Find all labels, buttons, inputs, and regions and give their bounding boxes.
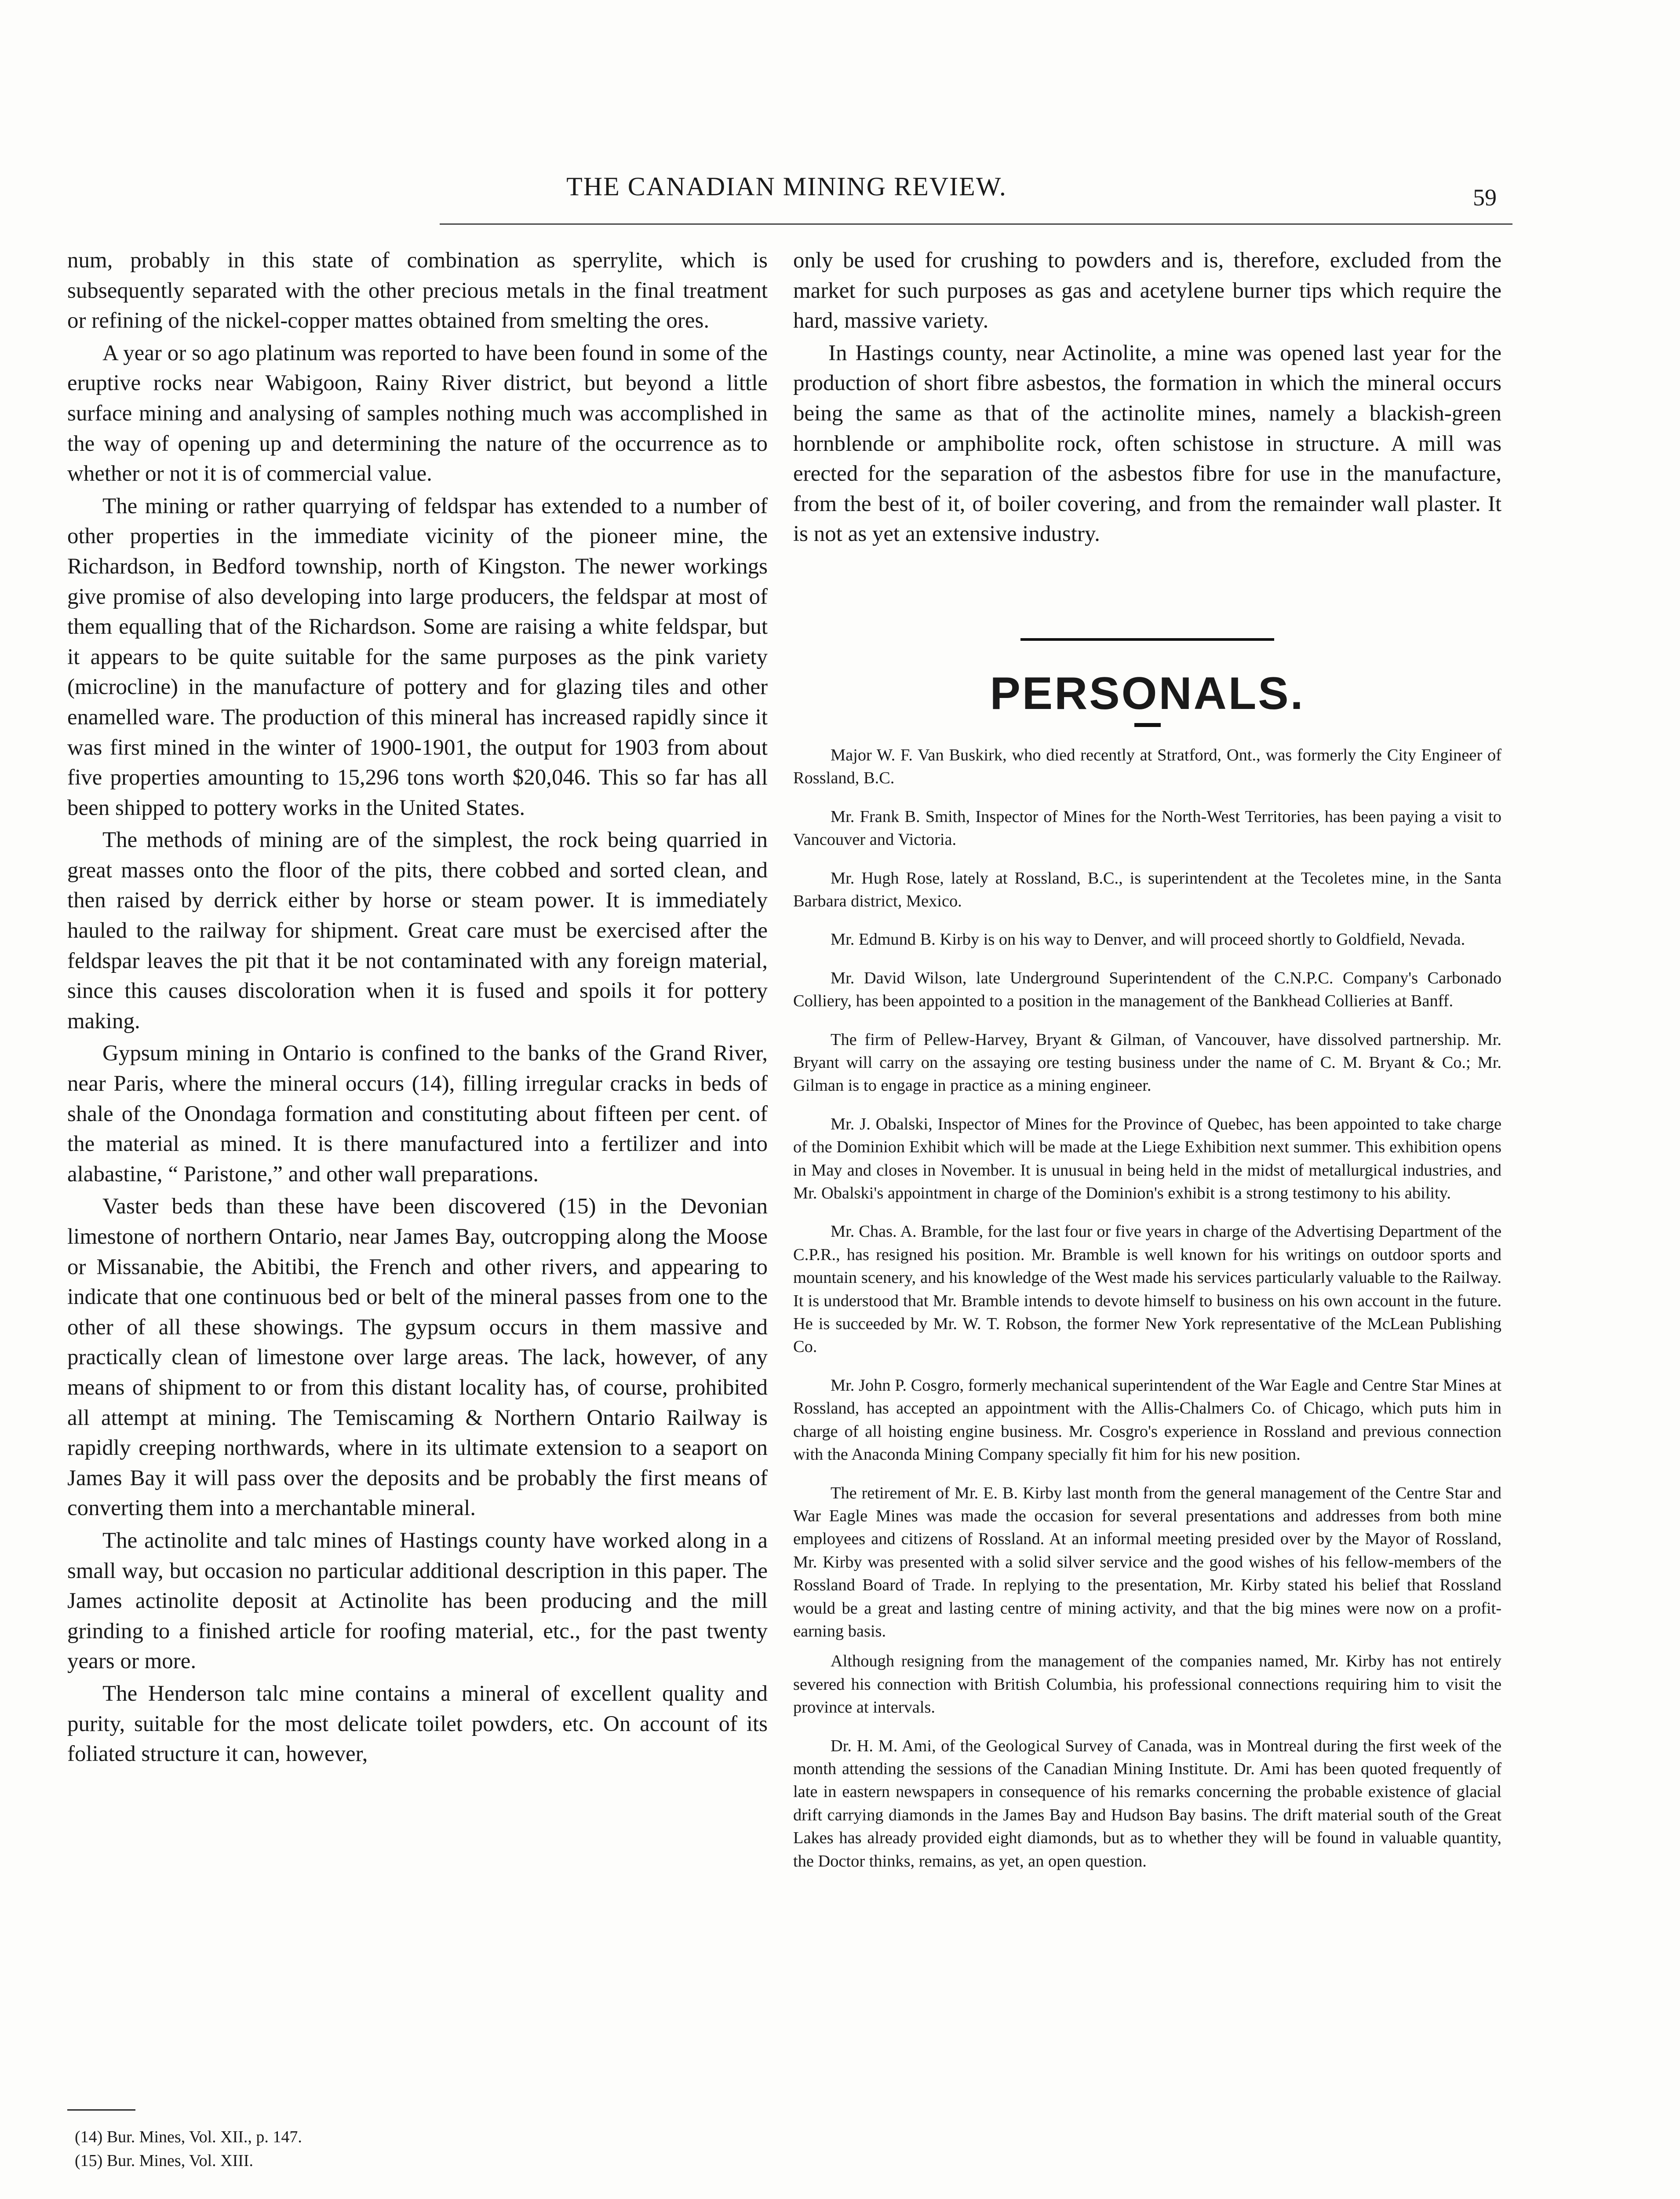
personals-list [793,744,1501,1873]
heading-dash [1134,723,1161,727]
body-paragraph: In Hastings county, near Actinolite, a mine was opened last year for the production of short fibre asbestos, the formation in which the mineral occurs being the same as that of the actinolite mines, namely a blackish-green hornblende or amphibolite rock, often schistose in structure. A mill was erected for the separation of the asbestos fibre for use in the manufacture, from the best of it, of boiler covering, and from the remainder wall plaster. It is not as yet an extensive industry. [793,340,1501,547]
page-number: 59 [1473,184,1497,211]
personal-item: Mr. Chas. A. Bramble, for the last four or five years in charge of the Advertising Department of the C.P.R., has resigned his position. Mr. Bramble is well known for his writings on outdoor sports and mountain scenery, and his knowledge of the West made his services particularly valuable to the Railway. It is understood that Mr. Bramble intends to devote himself to business on his own account in the future. He is succeeded by Mr. W. T. Robson, the former New York representative of the McLean Publishing Co. [793,1222,1501,1356]
body-paragraph: num, probably in this state of combination as sperrylite, which is subsequently separated with the other precious metals in the final treatment or refining of the nickel-copper mattes obtained from smelting the ores. [67,248,768,333]
personal-item: Dr. H. M. Ami, of the Geological Survey of Canada, was in Montreal during the first week of the month attending the sessions of the Canadian Mining Institute. Dr. Ami has been quoted frequently of late in eastern newspapers in consequence of his remarks concerning the probable existence of glacial drift carrying diamonds in the James Bay and Hudson Bay basins. The drift material south of the Great Lakes has already provided eight diamonds, but as to whether they will be found in valuable quantity, the Doctor thinks, remains, as yet, an open question. [793,1736,1501,1870]
body-paragraph: The actinolite and talc mines of Hastings county have worked along in a small way, but occasion no particular additional description in this paper. The James actinolite deposit at Actinolite has been producing and the mill grinding to a finished article for roofing material, etc., for the past twenty years or more. [67,1528,768,1674]
header-rule [440,223,1512,225]
personals-heading: PERSONALS. [990,668,1305,719]
body-paragraph: The Henderson talc mine contains a mineral of excellent quality and purity, suitable for the most delicate toilet powders, etc. On account of its foliated structure it can, however, [67,1681,768,1767]
footnote-rule [67,2109,135,2111]
right-column [793,245,1501,1873]
body-paragraph: Gypsum mining in Ontario is confined to the banks of the Grand River, near Paris, where the mineral occurs (14), filling irregular cracks in beds of shale of the Onondaga formation and constituting about fifteen per cent. of the material as mined. It is there manufactured into a fertilizer and into alabastine, “ Paristone,” and other wall preparations. [67,1041,768,1187]
personal-item: Although resigning from the management of the companies named, Mr. Kirby has not entirely severed his connection with British Columbia, his professional connections requiring him to visit the province at intervals. [793,1652,1501,1717]
personal-item: The retirement of Mr. E. B. Kirby last month from the general management of the Centre Star and War Eagle Mines was made the occasion for several presentations and addresses from both mine employees and citizens of Rossland. At an informal meeting presided over by the Mayor of Rossland, Mr. Kirby was presented with a solid silver service and the good wishes of his fellow-members of the Rossland Board of Trade. In replying to the presentation, Mr. Kirby stated his belief that Rossland would be a great and lasting centre of mining activity, and that the big mines were now on a profit-earning basis. [793,1483,1501,1640]
body-paragraph: only be used for crushing to powders and is, therefore, excluded from the market for such purposes as gas and acetylene burner tips which require the hard, massive variety. [793,248,1501,333]
journal-title: THE CANADIAN MINING REVIEW. [566,172,1007,201]
section-rule [1020,638,1274,641]
personal-item: Mr. David Wilson, late Underground Superintendent of the C.N.P.C. Company's Carbonado Colliery, has been appointed to a position in the management of the Bankhead Collieries at Banff. [793,968,1501,1011]
body-paragraph: A year or so ago platinum was reported to have been found in some of the eruptive rocks near Wabigoon, Rainy River district, but beyond a little surface mining and analysing of samples nothing much was accomplished in the way of opening up and determining the nature of the occurrence as to whether or not it is of commercial value. [67,340,768,486]
footnote: (15) Bur. Mines, Vol. XIII. [75,2152,254,2170]
body-paragraph: Vaster beds than these have been discovered (15) in the Devonian limestone of northern Ontario, near James Bay, outcropping along the Moose or Missanabie, the Abitibi, the French and other rivers, and appearing to indicate that one continuous bed or belt of the mineral passes from one to the other of all these showings. The gypsum occurs in them massive and practically clean of limestone over large areas. The lack, however, of any means of shipment to or from this distant locality has, of course, prohibited all attempt at mining. The Temiscaming & Northern Ontario Railway is rapidly creeping northwards, where in its ultimate extension to a seaport on James Bay it will pass over the deposits and be probably the first means of converting them into a merchantable mineral. [67,1194,768,1521]
footnote: (14) Bur. Mines, Vol. XII., p. 147. [75,2128,302,2146]
body-paragraph: The methods of mining are of the simplest, the rock being quarried in great masses onto the floor of the pits, there cobbed and sorted clean, and then raised by derrick either by horse or steam power. It is immediately hauled to the railway for shipment. Great care must be exercised after the feldspar leaves the pit that it be not contaminated with any foreign material, since this causes discoloration when it is fused and spoils it for pottery making. [67,828,768,1034]
personal-item: Mr. J. Obalski, Inspector of Mines for the Province of Quebec, has been appointed to take charge of the Dominion Exhibit which will be made at the Liege Exhibition next summer. This exhibition opens in May and closes in November. It is unusual in being held in the midst of metallurgical industries, and Mr. Obalski's appointment in charge of the Dominion's exhibit is a strong testimony to his ability. [793,1114,1501,1203]
left-column [67,245,768,1769]
personal-item: The firm of Pellew-Harvey, Bryant & Gilman, of Vancouver, have dissolved partnership. Mr. Bryant will carry on the assaying ore testing business under the name of C. M. Bryant & Co.; Mr. Gilman is to engage in practice as a mining engineer. [793,1030,1501,1095]
personal-item: Mr. Edmund B. Kirby is on his way to Denver, and will proceed shortly to Goldfield, Nevada. [831,930,1465,949]
personal-item: Major W. F. Van Buskirk, who died recently at Stratford, Ont., was formerly the City Engineer of Rossland, B.C. [793,745,1501,788]
personal-item: Mr. John P. Cosgro, formerly mechanical superintendent of the War Eagle and Centre Star Mines at Rossland, has accepted an appointment with the Allis-Chalmers Co. of Chicago, which puts him in charge of all hoisting engine business. Mr. Cosgro's experience in Rossland and previous connection with the Anaconda Mining Company specially fit him for his new position. [793,1376,1501,1464]
personal-item: Mr. Frank B. Smith, Inspector of Mines for the North-West Territories, has been paying a visit to Vancouver and Victoria. [793,807,1501,849]
body-paragraph: The mining or rather quarrying of feldspar has extended to a number of other properties in the immediate vicinity of the pioneer mine, the Richardson, in Bedford township, north of Kingston. The newer workings give promise of also developing into large producers, the feldspar at most of them equalling that of the Richardson. Some are raising a white feldspar, but it appears to be quite suitable for the same purposes as the pink variety (microcline) in the manufacture of pottery and for glazing tiles and other enamelled ware. The production of this mineral has increased rapidly since it was first mined in the winter of 1900-1901, the output for 1903 from about five properties amounting to 15,296 tons worth $20,046. This so far has all been shipped to pottery works in the United States. [67,493,768,820]
personal-item: Mr. Hugh Rose, lately at Rossland, B.C., is superintendent at the Tecoletes mine, in the Santa Barbara district, Mexico. [793,869,1501,910]
footnotes [75,2125,514,2173]
